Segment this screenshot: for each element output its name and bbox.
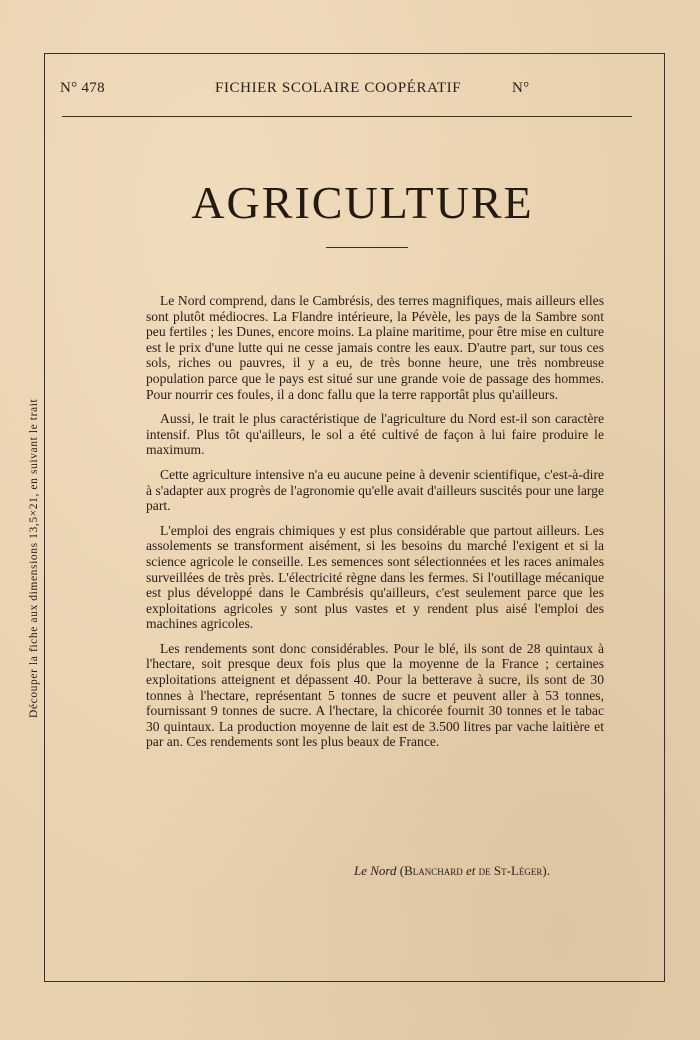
source-author-first: (Blanchard: [396, 863, 467, 878]
paragraph: Aussi, le trait le plus caractéristique de l'agriculture du Nord est-il son caractère intensif. Plus tôt qu'ailleurs, le sol a été cultivé de façon à lui faire produire le maximum.: [146, 411, 604, 458]
sheet-number: N° 478: [60, 80, 105, 96]
article-body: [146, 293, 604, 759]
collection-title: FICHIER SCOLAIRE COOPÉRATIF: [215, 80, 462, 96]
source-work: Le Nord: [354, 863, 397, 878]
source-citation: [354, 863, 550, 879]
page-title: AGRICULTURE: [191, 177, 534, 228]
sheet-number-blank: N°: [512, 80, 530, 96]
source-conjunction: et: [466, 863, 476, 878]
sheet-header: [60, 80, 632, 104]
paragraph: Le Nord comprend, dans le Cambrésis, des terres magnifiques, mais ailleurs elles sont plutôt médiocres. La Flandre intérieure, la Pévèle, les pays de la Sambre sont peu fertiles ; les Dunes, encore moins. La plaine maritime, pour être mise en culture est le prix d'une lutte qui ne cesse jamais contre les eaux. D'autre part, sur tous ces sols, riches ou pauvres, il y a eu, de très bonne heure, une très nombreuse population parce que le pays est situé sur une grande voie de passage des hommes. Pour nourrir ces foules, il a donc fallu que la terre rapportât plus qu'ailleurs.: [146, 293, 604, 402]
header-divider: [62, 116, 632, 117]
source-author-second: de St-Léger).: [475, 863, 550, 878]
cutting-instruction: Découper la fiche aux dimensions 13,5×21, en suivant le trait: [28, 398, 40, 718]
paragraph: Cette agriculture intensive n'a eu aucune peine à devenir scientifique, c'est-à-dire à s'adapter aux progrès de l'agronomie qu'elle avait d'ailleurs suscités pour une large part.: [146, 466, 604, 514]
paragraph: Les rendements sont donc considérables. Pour le blé, ils sont de 28 quintaux à l'hectare, soit presque deux fois plus que la moyenne de la France ; certaines exploitations atteignent et dépassent 40. Pour la betterave à sucre, ils sont de 30 tonnes à l'hectare, représentant 5 tonnes de sucre et peuvent aller à 53 tonnes, fournissant 9 tonnes de sucre. A l'hectare, la chicorée fournit 30 tonnes et le tabac 30 quintaux. La production moyenne de lait est de 3.500 litres par vache laitière et par an. Ces rendements sont les plus beaux de France.: [146, 640, 604, 750]
paragraph: L'emploi des engrais chimiques y est plus considérable que partout ailleurs. Les assolements se transforment aisément, si les besoins du marché l'exigent et si la science agricole le conseille. Les semences sont sélectionnées et les races animales surveillées de très près. L'électricité règne dans les fermes. Si l'outillage mécanique est plus développé dans le Cambrésis qu'ailleurs, c'est seulement parce que les exploitations agricoles y sont plus vastes et y rendent plus aisé l'emploi des machines agricoles.: [146, 522, 604, 632]
title-divider: [326, 247, 408, 248]
